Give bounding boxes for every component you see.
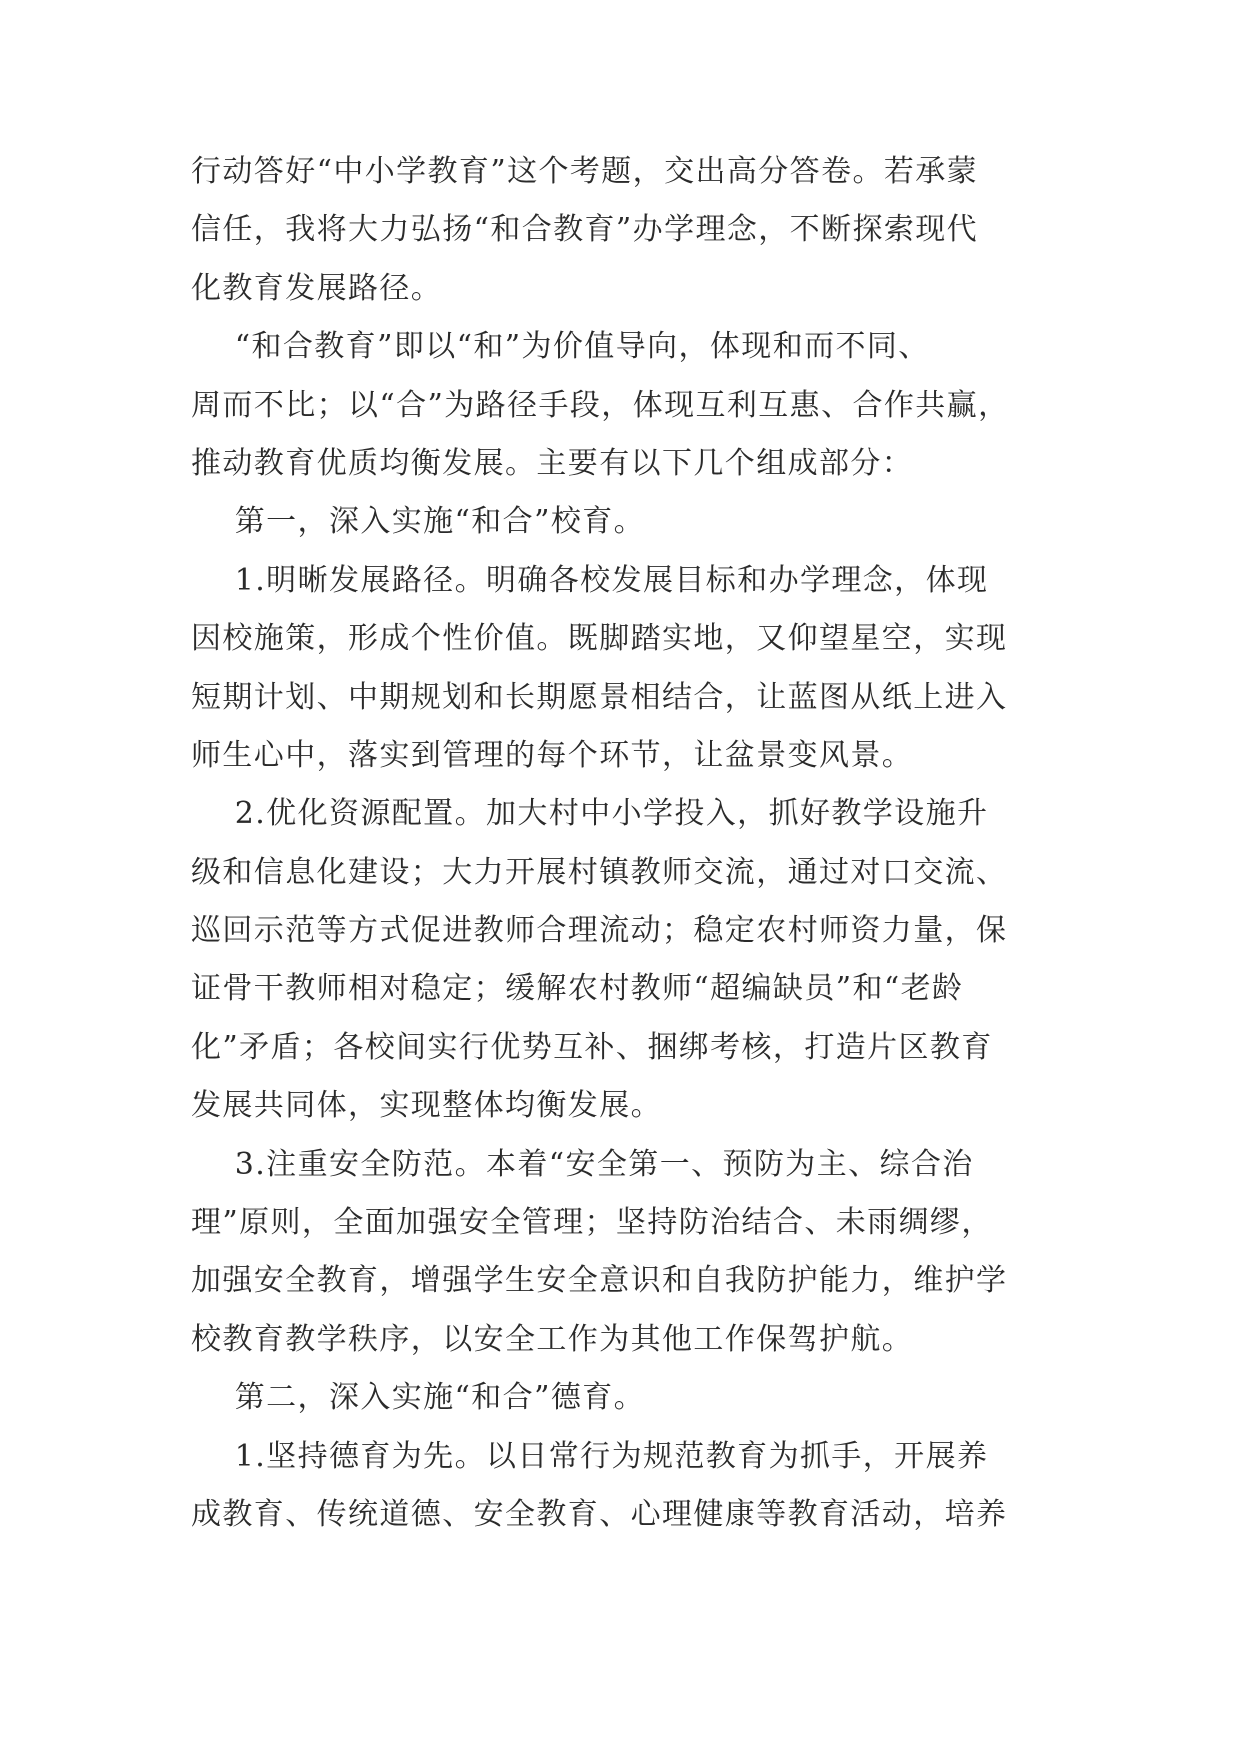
text-line: “和合教育”即以“和”为价值导向，体现和而不同、 bbox=[191, 329, 930, 365]
text-line: 短期计划、中期规划和长期愿景相结合，让蓝图从纸上进入 bbox=[191, 679, 1008, 715]
text-line: 行动答好“中小学教育”这个考题，交出高分答卷。若承蒙 bbox=[191, 154, 979, 189]
text-line: 师生心中，落实到管理的每个环节，让盆景变风景。 bbox=[191, 737, 914, 773]
text-line: 推动教育优质均衡发展。主要有以下几个组成部分： bbox=[191, 445, 914, 481]
text-line: 化教育发展路径。 bbox=[191, 270, 443, 306]
text-line: 信任，我将大力弘扬“和合教育”办学理念，不断探索现代 bbox=[191, 212, 979, 248]
text-line: 发展共同体，实现整体均衡发展。 bbox=[191, 1088, 662, 1124]
text-line: 理”原则，全面加强安全管理；坚持防治结合、未雨绸缪， bbox=[191, 1205, 993, 1241]
text-line: 1.坚持德育为先。以日常行为规范教育为抓手，开展养 bbox=[191, 1438, 989, 1474]
text-line: 1.明晰发展路径。明确各校发展目标和办学理念，体现 bbox=[191, 562, 989, 598]
text-line: 加强安全教育，增强学生安全意识和自我防护能力，维护学 bbox=[191, 1263, 1008, 1299]
text-line: 3.注重安全防范。本着“安全第一、预防为主、综合治 bbox=[191, 1146, 974, 1182]
text-line: 化”矛盾；各校间实行优势互补、捆绑考核，打造片区教育 bbox=[191, 1029, 993, 1065]
text-line: 级和信息化建设；大力开展村镇教师交流，通过对口交流、 bbox=[191, 854, 1008, 890]
section-heading: 第一，深入实施“和合”校育。 bbox=[191, 504, 646, 540]
text-line: 证骨干教师相对稳定；缓解农村教师“超编缺员”和“老龄 bbox=[191, 971, 964, 1007]
section-heading: 第二，深入实施“和合”德育。 bbox=[191, 1380, 646, 1416]
text-line: 巡回示范等方式促进教师合理流动；稳定农村师资力量，保 bbox=[191, 913, 1008, 949]
text-line: 校教育教学秩序，以安全工作为其他工作保驾护航。 bbox=[191, 1321, 914, 1357]
text-line: 周而不比；以“合”为路径手段，体现互利互惠、合作共赢， bbox=[191, 387, 1010, 423]
text-line: 成教育、传统道德、安全教育、心理健康等教育活动，培养 bbox=[191, 1496, 1008, 1532]
text-line: 因校施策，形成个性价值。既脚踏实地，又仰望星空，实现 bbox=[191, 621, 1008, 657]
text-line: 2.优化资源配置。加大村中小学投入，抓好教学设施升 bbox=[191, 796, 989, 832]
body-text bbox=[191, 152, 1051, 1553]
